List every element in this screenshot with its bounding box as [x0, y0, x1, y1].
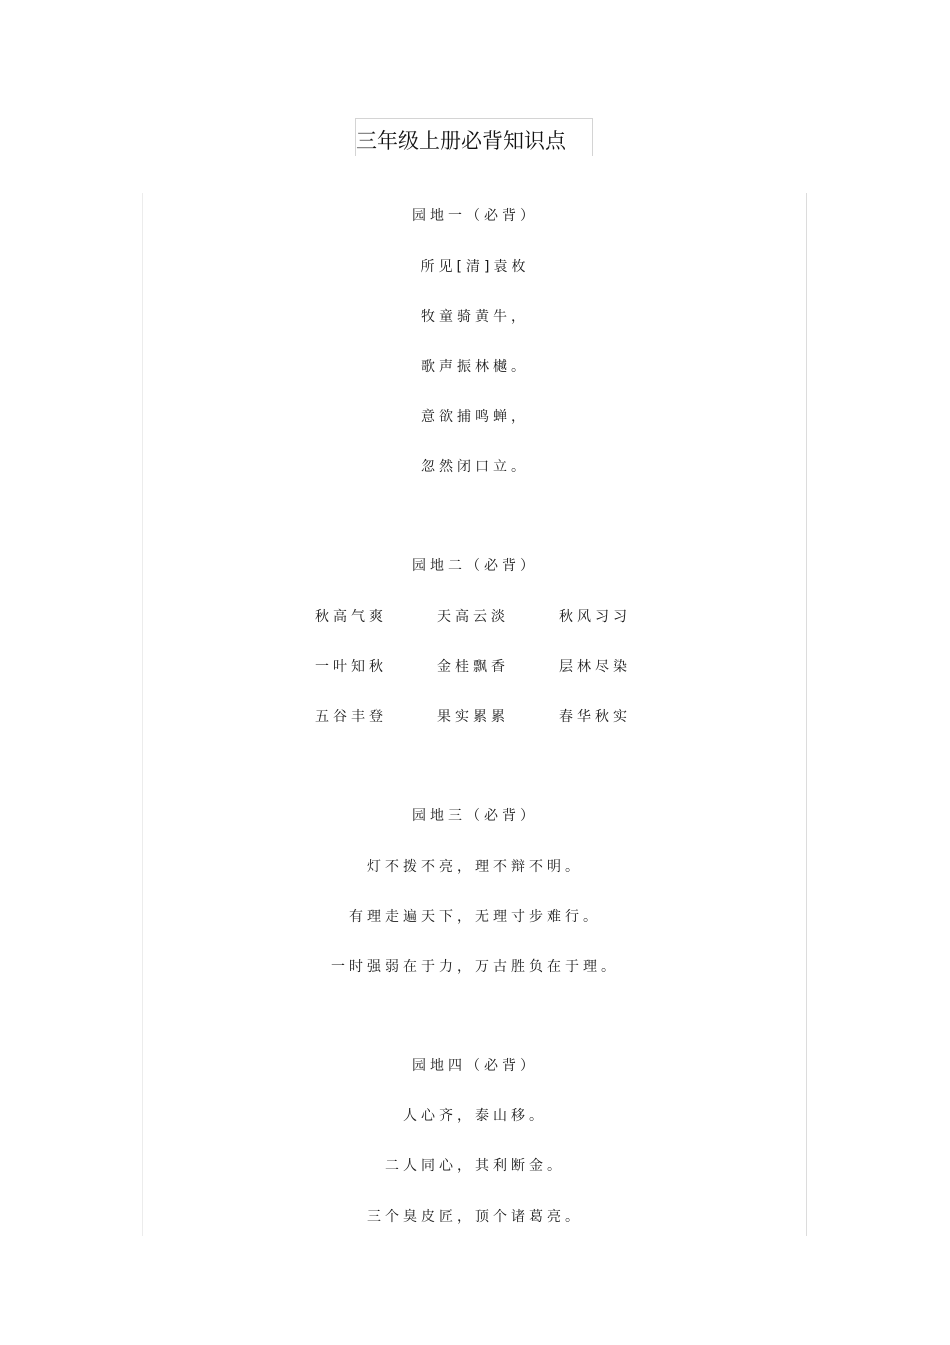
idiom-cell: 层林尽染 — [559, 659, 631, 675]
poem-title: 所见[清]袁枚 — [420, 259, 530, 275]
section-heading: 园地一（必背） — [412, 208, 538, 224]
saying-line: 人心齐，泰山移。 — [403, 1108, 547, 1124]
page-border-right — [806, 193, 807, 1236]
page-border-left — [142, 193, 143, 1236]
idiom-cell: 果实累累 — [437, 709, 509, 725]
poem-line: 歌声振林樾。 — [421, 359, 529, 375]
saying-line: 有理走遍天下，无理寸步难行。 — [349, 909, 601, 925]
saying-line: 一时强弱在于力，万古胜负在于理。 — [331, 959, 619, 975]
saying-line: 三个臭皮匠，顶个诸葛亮。 — [367, 1209, 583, 1225]
idiom-cell: 金桂飘香 — [437, 659, 509, 675]
poem-line: 忽然闭口立。 — [421, 459, 529, 475]
poem-line: 牧童骑黄牛， — [421, 309, 529, 325]
page-title: 三年级上册必背知识点 — [356, 129, 566, 153]
idiom-cell: 五谷丰登 — [315, 709, 387, 725]
section-heading: 园地四（必背） — [412, 1058, 538, 1074]
section-heading: 园地二（必背） — [412, 558, 538, 574]
idiom-cell: 秋风习习 — [559, 609, 631, 625]
section-heading: 园地三（必背） — [412, 808, 538, 824]
saying-line: 二人同心，其利断金。 — [385, 1158, 565, 1174]
saying-line: 灯不拨不亮，理不辩不明。 — [367, 859, 583, 875]
idiom-cell: 春华秋实 — [559, 709, 631, 725]
idiom-cell: 天高云淡 — [437, 609, 509, 625]
poem-line: 意欲捕鸣蝉， — [421, 409, 529, 425]
idiom-cell: 一叶知秋 — [315, 659, 387, 675]
idiom-cell: 秋高气爽 — [315, 609, 387, 625]
